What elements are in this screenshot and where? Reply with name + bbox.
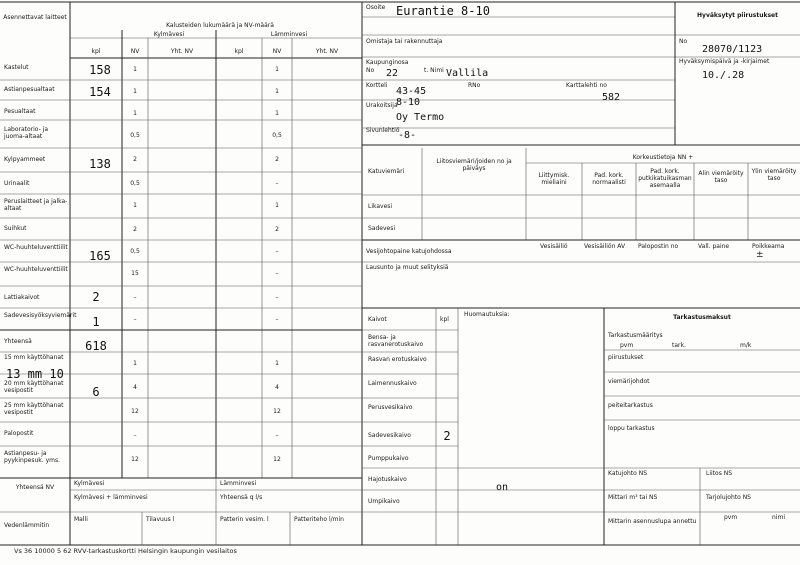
height-col: Ylin viemäröity taso	[751, 168, 797, 182]
warm-header: Lämminvesi	[270, 31, 308, 38]
cold-nv: 1	[133, 66, 137, 73]
well-row: Umpikaivo	[368, 498, 400, 505]
fee-row: viemärijohdot	[608, 378, 650, 385]
wells-kpl-header: kpl	[440, 316, 449, 323]
permit-date-label: pvm	[724, 514, 738, 521]
cold-nv: 12	[131, 456, 139, 463]
fee-mk: m/k	[740, 342, 752, 349]
block-value: 43-45	[396, 86, 427, 97]
cold-nv: –	[133, 432, 137, 439]
row-kpl: 2	[92, 290, 100, 304]
contractor-label: Urakoitsija	[366, 102, 398, 109]
plot-value: 8-10	[396, 97, 421, 108]
form-footer: Vs 36 10000 5 62 RVV-tarkastuskortti Helsingin kaupungin vesilaitos	[14, 547, 237, 555]
well-row: Laimennuskaivo	[368, 380, 417, 387]
cold-nv: –	[133, 316, 137, 323]
district-label: Kaupunginosa	[366, 59, 409, 66]
well-row: Sadevesikaivo	[368, 432, 411, 439]
remarks-label: Huomautuksia:	[464, 311, 510, 318]
rain-water-label: Sadevesi	[368, 225, 396, 232]
row-label: Lattiakaivot	[4, 294, 40, 301]
warm-nv: 0,5	[272, 132, 282, 139]
row-kpl: 158	[89, 63, 111, 77]
cold-nv: 1	[133, 202, 137, 209]
warm-nv: 1	[275, 88, 279, 95]
well-row: Perusvesikaivo	[368, 404, 413, 411]
district-name-label: t. Nimi	[424, 67, 444, 74]
plus-minus: ±	[756, 250, 764, 260]
row-label: Urinaalit	[4, 180, 30, 187]
warm-nv: 12	[273, 408, 281, 415]
fee-pvm: pvm	[620, 342, 634, 349]
well-row: Hajotuskaivo	[368, 476, 407, 483]
permit-name-label: nimi	[772, 514, 785, 521]
fee-row: piirustukset	[608, 354, 644, 361]
warm-nv: –	[275, 248, 279, 255]
warm-nv: 2	[275, 156, 279, 163]
warm-nv: 1	[275, 202, 279, 209]
cold-nv: 2	[133, 156, 137, 163]
fee-row: loppu tarkastus	[608, 425, 655, 432]
address-label: Osoite	[366, 4, 386, 11]
warm-nv: –	[275, 270, 279, 277]
cold-nv: 0,5	[130, 132, 140, 139]
district-no: 22	[386, 68, 399, 79]
total-cold-label: Kylmävesi	[74, 480, 105, 487]
warm-nv: –	[275, 180, 279, 187]
cold-nv: 1	[133, 88, 137, 95]
col-kpl-warm: kpl	[234, 48, 244, 55]
fee-tark: tark.	[672, 342, 686, 349]
well-row: Bensa- ja rasvanerotuskaivo	[368, 334, 424, 348]
tank-label: Vesisäiliö	[540, 243, 568, 250]
height-header: Korkeustietoja NN +	[632, 154, 694, 161]
approved-drawings-title: Hyväksytyt piirustukset	[697, 12, 778, 19]
meter-label: Mittari m³ tai NS	[608, 494, 658, 501]
page-label: Sivunlehtiö	[366, 127, 400, 134]
cold-nv: 1	[133, 110, 137, 117]
height-col: Pad. kork. normaalisti	[592, 172, 626, 186]
approval-number: 28070/1123	[702, 44, 763, 55]
tank-av-label: Vesisäiliön AV	[584, 243, 626, 250]
height-col: Alin viemäröity taso	[698, 170, 744, 184]
row-label: 25 mm käyttöhanat vesipostit	[4, 402, 64, 416]
deviation-label: Poikkeama	[752, 243, 785, 250]
owner-label: Omistaja tai rakennuttaja	[366, 38, 443, 45]
row-note: 13 mm 10	[6, 367, 64, 381]
cold-nv: 1	[133, 360, 137, 367]
connection-label: Liitos NS	[706, 470, 733, 477]
warm-nv: –	[275, 294, 279, 301]
height-col: Pad. kork. putkikatuikasman asemaalla	[638, 168, 692, 189]
map-sheet-value: 582	[602, 92, 621, 103]
dispersal-note: on	[496, 482, 509, 493]
total-warm-label: Lämminvesi	[220, 480, 257, 487]
street-sewer-header: Katuviemäri	[368, 168, 405, 175]
inspection-fees-header: Tarkastusmaksut	[673, 314, 731, 321]
row-label: Peruslaitteet ja jalka-altaat	[4, 198, 68, 212]
district-name: Vallila	[446, 68, 489, 79]
address-value: Eurantie 8-10	[396, 4, 490, 18]
cold-nv: 4	[133, 384, 137, 391]
row-label: WC-huuhteluventtiilit	[4, 244, 68, 251]
warm-nv: –	[275, 432, 279, 439]
heater-patteriteho: Patteriteho l/min	[294, 516, 344, 523]
cold-nv: 2	[133, 226, 137, 233]
no-label: No	[679, 38, 688, 45]
statement-label: Lausunto ja muut selityksiä	[366, 264, 449, 271]
row-kpl: 1	[92, 315, 100, 329]
district-no-label: No	[366, 67, 375, 74]
hydrant-label: Palopostin no	[638, 243, 679, 250]
well-row: Rasvan erotuskaivo	[368, 356, 427, 363]
well-row: Pumppukaivo	[368, 455, 409, 462]
row-label: 15 mm käyttöhanat	[4, 354, 64, 361]
row-label: Laboratorio- ja juoma-altaat	[4, 126, 48, 140]
row-kpl: 138	[89, 157, 111, 171]
col-nv-cold: NV	[130, 48, 140, 55]
heater-malli: Malli	[74, 516, 88, 523]
warm-nv: 1	[275, 110, 279, 117]
warm-nv: 1	[275, 66, 279, 73]
cold-nv: 15	[131, 270, 139, 277]
cold-nv: 12	[131, 408, 139, 415]
contractor-value: Oy Termo	[396, 112, 445, 123]
row-label: 20 mm käyttöhanat vesipostit	[4, 380, 64, 394]
fee-row: peiteitarkastus	[608, 402, 653, 409]
col-kpl-cold: kpl	[91, 48, 101, 55]
col-nv-warm: NV	[272, 48, 282, 55]
warm-nv: 12	[273, 456, 281, 463]
prevailing-pressure-label: Vall. paine	[698, 243, 730, 250]
fixtures-header: Asennettavat laitteet	[3, 14, 67, 21]
row-label: Kylpyammeet	[4, 156, 46, 163]
row-label: Sadevesisyöksyviemärit	[4, 312, 77, 319]
row-kpl: 165	[89, 249, 111, 263]
water-pressure-label: Vesijohtopaine katujohdossa	[366, 248, 452, 255]
wells-header: Kaivot	[368, 316, 387, 323]
warm-nv: 2	[275, 226, 279, 233]
cold-nv: –	[133, 294, 137, 301]
row-label: Yhteensä	[4, 338, 32, 345]
map-sheet-label: Karttalehti no	[566, 82, 607, 89]
row-label: Kastelut	[4, 64, 29, 71]
warm-nv: 4	[275, 384, 279, 391]
col-yht-cold: Yht. NV	[170, 48, 194, 55]
row-label: Astianpesu- ja pyykinpesuk. yms.	[4, 450, 61, 464]
approval-date: 10./.28	[702, 70, 745, 81]
block-label: Kortteli	[366, 82, 388, 89]
warm-nv: –	[275, 316, 279, 323]
waste-water-label: Likavesi	[368, 203, 393, 210]
row-kpl: 6	[92, 385, 100, 399]
col-yht-warm: Yht. NV	[315, 48, 339, 55]
street-line-label: Katujohto NS	[608, 470, 648, 477]
total-cold-plus-label: Kylmävesi + lämminvesi	[74, 494, 148, 501]
rain-well-kpl: 2	[443, 429, 451, 443]
row-label: Pesualtaat	[4, 108, 36, 115]
total-nv-label: Yhteensä NV	[15, 484, 55, 491]
heater-label: Vedenlämmitin	[4, 522, 50, 529]
cold-header: Kylmävesi	[153, 31, 185, 38]
total-sum-label: Yhteensä q l/s	[220, 494, 263, 501]
row-kpl: 154	[89, 85, 111, 99]
heater-tilavuus: Tilavuus l	[146, 516, 175, 523]
row-label: Astianpesualtaat	[4, 86, 55, 93]
supply-line-label: Tarjolujohto NS	[706, 494, 751, 501]
warm-nv: 1	[275, 360, 279, 367]
row-label: Palopostit	[4, 430, 34, 437]
cold-nv: 0,5	[130, 248, 140, 255]
heater-patterin: Patterin vesim. l	[220, 516, 269, 523]
connection-sewer-header: Liitosviemäri/joiden no ja päiväys	[436, 158, 512, 172]
row-label: WC-huuhteluventtiilit	[4, 266, 68, 273]
counts-header: Kalusteiden lukumäärä ja NV-määrä	[166, 22, 274, 29]
meter-permit-label: Mittarin asennuslupa annettu	[608, 518, 697, 525]
page-value: -8-	[398, 130, 417, 141]
row-label: Suihkut	[4, 225, 27, 232]
row-kpl: 618	[85, 339, 107, 353]
height-col: Liittymisk. mieliaini	[538, 172, 570, 186]
fee-row: Tarkastusmääritys	[608, 332, 663, 339]
rno-label: RNo	[468, 82, 481, 89]
approval-date-label: Hyväksymispäivä ja -kirjaimet	[679, 58, 770, 65]
cold-nv: 0,5	[130, 180, 140, 187]
